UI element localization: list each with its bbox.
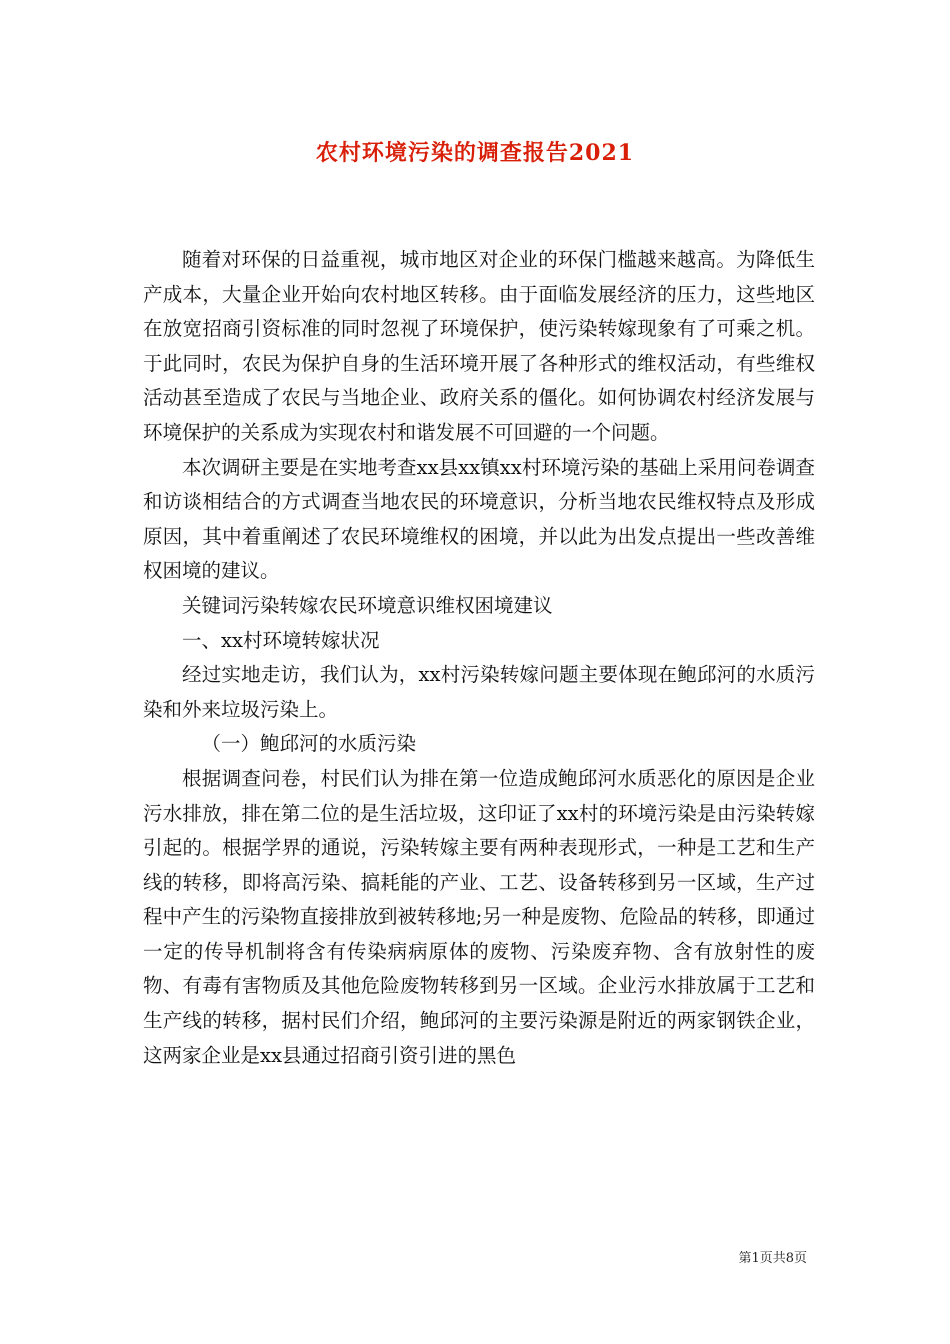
subsection-heading-1: （一）鲍邱河的水质污染: [201, 732, 417, 756]
paragraph-keywords: 关键词污染转嫁农民环境意识维权困境建议: [182, 593, 553, 617]
paragraph-research-scope: 本次调研主要是在实地考查xx县xx镇xx村环境污染的基础上采用问卷调查和访谈相结合的方式调查当地农民的环境意识，分析当地农民维权特点及形成原因，其中着重阐述了农民环境维权的困境，并以此为出发点提出一些改善维权困境的建议。: [143, 455, 815, 583]
page-number: 第1页共8页: [738, 1251, 807, 1266]
paragraph-survey-results: 根据调查问卷，村民们认为排在第一位造成鲍邱河水质恶化的原因是企业污水排放，排在第二位的是生活垃圾，这印证了xx村的环境污染是由污染转嫁引起的。根据学界的通说，污染转嫁主要有两种表现形式，一种是工艺和生产线的转移，即将高污染、搞耗能的产业、工艺、设备转移到另一区域，生产过程中产生的污染物直接排放到被转移地;另一种是废物、危险品的转移，即通过一定的传导机制将含有传染病病原体的废物、污染废弃物、含有放射性的废物、有毒有害物质及其他危险废物转移到另一区域。企业污水排放属于工艺和生产线的转移，据村民们介绍，鲍邱河的主要污染源是附近的两家钢铁企业，这两家企业是xx县通过招商引资引进的黑色: [143, 766, 815, 1067]
document-body: [143, 243, 815, 1073]
paragraph-intro: 随着对环保的日益重视，城市地区对企业的环保门槛越来越高。为降低生产成本，大量企业开始向农村地区转移。由于面临发展经济的压力，这些地区在放宽招商引资标准的同时忽视了环境保护，使污染转嫁现象有了可乘之机。于此同时，农民为保护自身的生活环境开展了各种形式的维权活动，有些维权活动甚至造成了农民与当地企业、政府关系的僵化。如何协调农村经济发展与环境保护的关系成为实现农村和谐发展不可回避的一个问题。: [143, 248, 815, 444]
document-title: 农村环境污染的调查报告2021: [315, 140, 635, 166]
section-heading-1: 一、xx村环境转嫁状况: [182, 628, 380, 652]
paragraph-field-visit: 经过实地走访，我们认为，xx村污染转嫁问题主要体现在鲍邱河的水质污染和外来垃圾污染上。: [143, 663, 815, 721]
